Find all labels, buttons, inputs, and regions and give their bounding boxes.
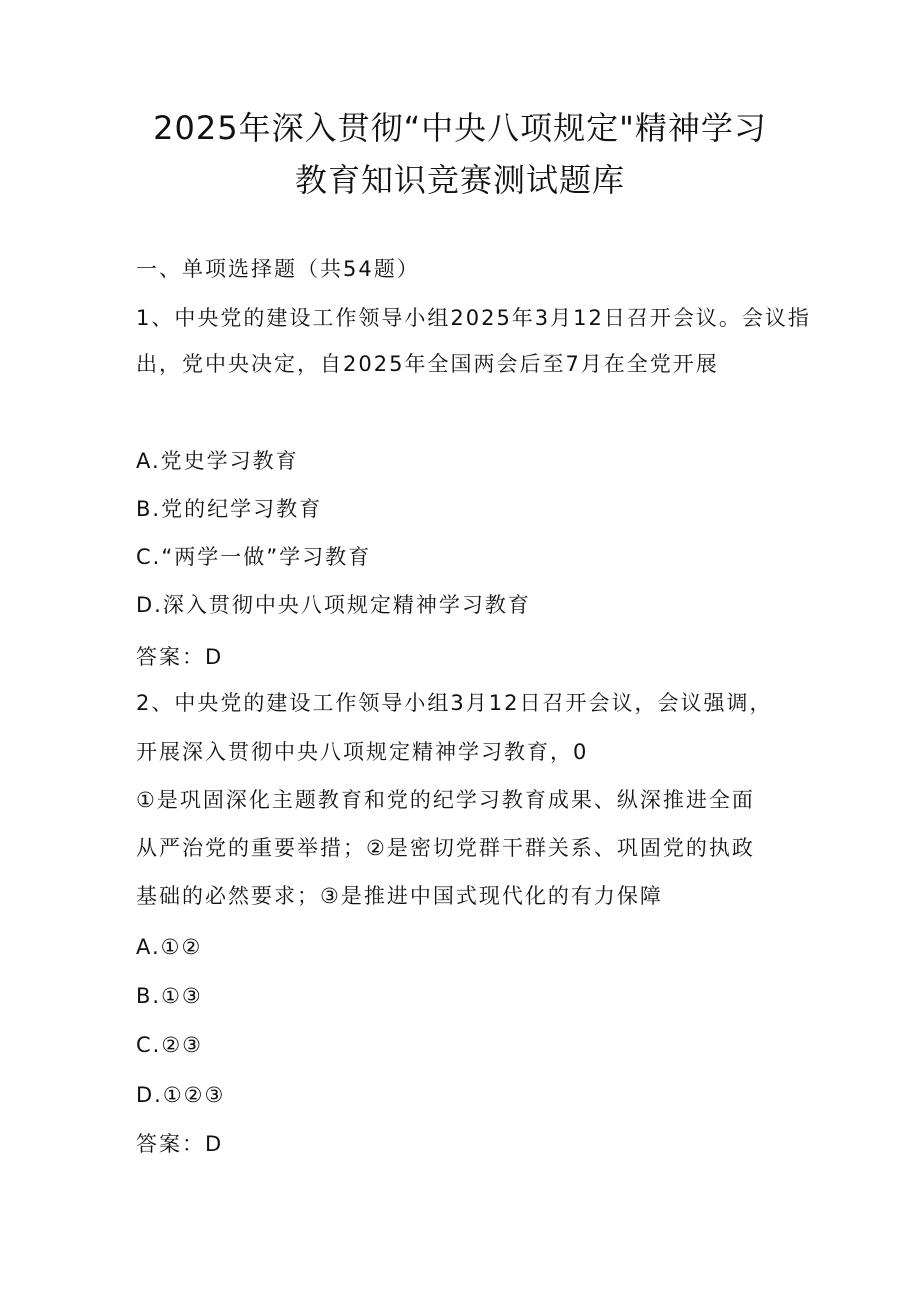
question-1-option-d: D.深入贯彻中央八项规定精神学习教育: [136, 593, 531, 617]
question-1-stem-line-2: 出，党中央决定，自2025年全国两会后至7月在全党开展: [136, 352, 719, 376]
section-heading: 一、单项选择题（共54题）: [136, 257, 420, 281]
question-2-option-a: A.①②: [136, 935, 203, 959]
question-2-stem-line-1: 2、中央党的建设工作领导小组3月12日召开会议，会议强调，: [136, 691, 773, 715]
question-1-stem-line-1: 1、中央党的建设工作领导小组2025年3月12日召开会议。会议指: [136, 306, 811, 330]
question-1-option-b: B.党的纪学习教育: [136, 497, 323, 521]
question-2-stem-line-3: ①是巩固深化主题教育和党的纪学习教育成果、纵深推进全面: [136, 788, 755, 812]
question-2-stem-line-2: 开展深入贯彻中央八项规定精神学习教育，0: [136, 740, 589, 764]
question-2-stem-line-4: 从严治党的重要举措；②是密切党群干群关系、巩固党的执政: [136, 836, 755, 860]
question-1-option-a: A.党史学习教育: [136, 449, 299, 473]
question-1-answer: 答案：D: [136, 645, 224, 669]
question-2-option-b: B.①③: [136, 984, 203, 1008]
question-1-option-c: C.“两学一做”学习教育: [136, 545, 372, 569]
question-2-stem-line-5: 基础的必然要求；③是推进中国式现代化的有力保障: [136, 884, 663, 908]
document-title-line-2: 教育知识竞赛测试题库: [294, 161, 625, 199]
question-2-option-c: C.②③: [136, 1033, 203, 1057]
question-2-answer: 答案：D: [136, 1132, 224, 1156]
question-2-option-d: D.①②③: [136, 1083, 226, 1107]
document-title-line-1: 2025年深入贯彻“中央八项规定"精神学习: [153, 109, 767, 147]
